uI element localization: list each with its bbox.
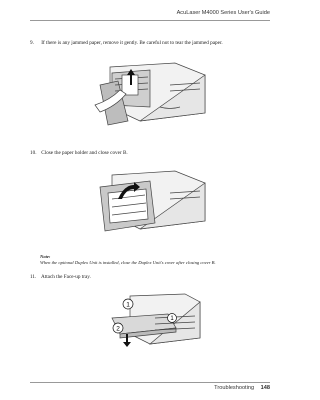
step-text: If there is any jammed paper, remove it gently. Be careful not to tear the jammed paper. bbox=[41, 40, 223, 46]
step-text: Attach the Face-up tray. bbox=[41, 274, 91, 280]
step-11 bbox=[30, 274, 270, 281]
running-header: AcuLaser M4000 Series User's Guide bbox=[176, 10, 270, 16]
header-divider bbox=[30, 20, 270, 21]
step-9 bbox=[30, 40, 270, 47]
callout-2 bbox=[113, 323, 123, 333]
page-number: 148 bbox=[260, 385, 270, 391]
step-number: 10. bbox=[30, 150, 37, 156]
callout-label: 2 bbox=[116, 325, 120, 333]
callout-1-top bbox=[123, 299, 133, 309]
figure-remove-jammed-paper bbox=[0, 55, 300, 135]
note-title: Note: bbox=[40, 254, 51, 259]
note bbox=[40, 254, 270, 265]
footer-section: Troubleshooting bbox=[214, 385, 255, 391]
step-10 bbox=[30, 150, 270, 157]
step-number: 11. bbox=[30, 274, 37, 280]
step-number: 9. bbox=[30, 40, 34, 46]
callout-1-right bbox=[168, 314, 177, 323]
step-text: Close the paper holder and close cover B. bbox=[41, 150, 128, 156]
callout-label: 1 bbox=[126, 301, 130, 309]
figure-close-cover-b bbox=[0, 165, 300, 245]
callout-label: 1 bbox=[170, 316, 174, 323]
footer-divider bbox=[30, 382, 270, 383]
page-footer bbox=[214, 385, 270, 391]
note-text: When the optional Duplex Unit is installed, close the Duplex Unit's cover after closing cover B. bbox=[40, 259, 216, 265]
figure-attach-face-up-tray bbox=[0, 288, 300, 370]
